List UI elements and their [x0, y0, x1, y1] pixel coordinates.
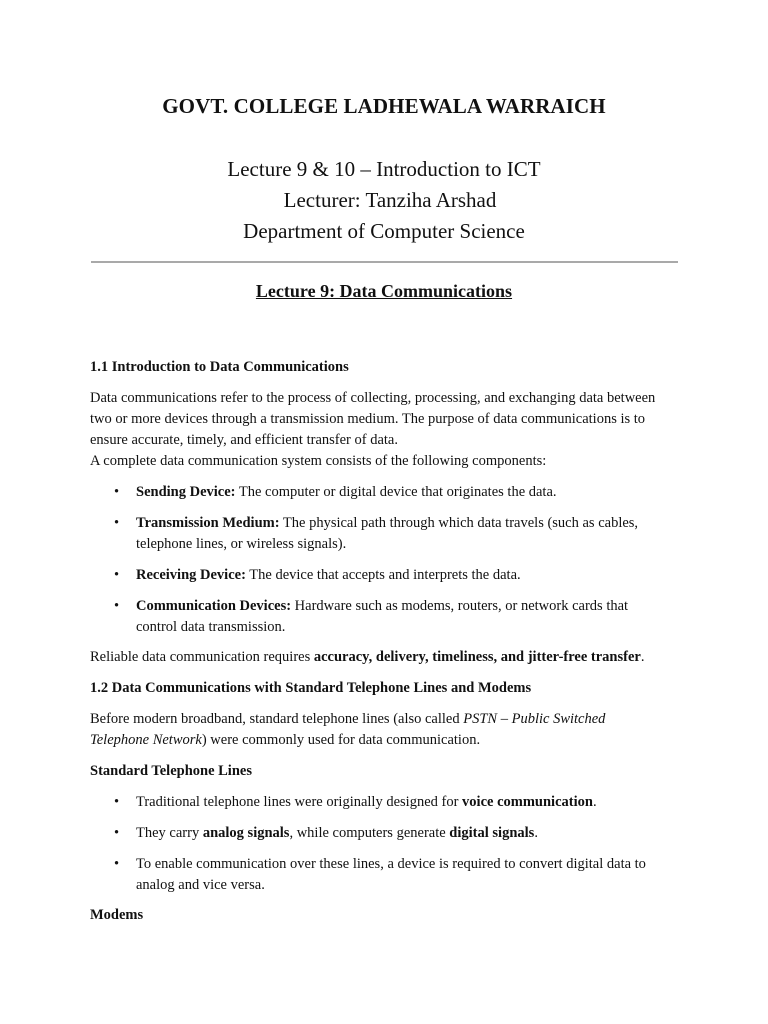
summary-suffix: . [640, 649, 645, 665]
list-item [90, 823, 680, 844]
list-item [90, 596, 680, 638]
list-item [90, 513, 680, 555]
summary-bold: accuracy, delivery, timeliness, and jitter-free transfer [313, 649, 641, 665]
lecture-course-line: Lecture 9 & 10 – Introduction to ICT [227, 157, 541, 181]
bullet-icon: • [114, 856, 120, 872]
bullet-text: The computer or digital device that originates the data. [235, 484, 557, 500]
bullet-bold: voice communication [462, 794, 593, 810]
bullet-bold: analog signals [202, 825, 290, 841]
bullet-text: . [534, 825, 538, 841]
bullet-text-cont: analog and vice versa. [136, 877, 265, 893]
bullet-text: . [592, 794, 597, 810]
paragraph-line: A complete data communication system consists of the following components: [90, 453, 547, 469]
bullet-text-cont: telephone lines, or wireless signals). [136, 536, 347, 552]
modems-heading: Modems [90, 907, 144, 923]
telephone-lines-heading: Standard Telephone Lines [90, 763, 252, 779]
bullet-bold: digital signals [449, 825, 535, 841]
lecturer-line: Lecturer: Tanziha Arshad [283, 188, 497, 212]
bullet-text: , while computers generate [289, 825, 450, 841]
bullet-text: Traditional telephone lines were originally designed for [136, 794, 463, 810]
list-item [90, 482, 680, 503]
list-item [90, 854, 680, 896]
bullet-text: Hardware such as modems, routers, or network cards that [291, 598, 629, 614]
section-1-1-heading: 1.1 Introduction to Data Communications [90, 359, 349, 375]
bullet-term: Transmission Medium: [136, 515, 280, 531]
components-list [90, 482, 680, 648]
bullet-term: Receiving Device: [136, 567, 246, 583]
bullet-term: Communication Devices: [136, 598, 292, 614]
bullet-text: The device that accepts and interprets the data. [245, 567, 521, 583]
intro-italic: PSTN – Public Switched [463, 711, 606, 727]
paragraph-line: ensure accurate, timely, and efficient transfer of data. [90, 432, 398, 448]
college-name: GOVT. COLLEGE LADHEWALA WARRAICH [162, 94, 606, 118]
bullet-text: The physical path through which data travels (such as cables, [279, 515, 639, 531]
list-item [90, 565, 680, 586]
summary-prefix: Reliable data communication requires [90, 649, 314, 665]
department-line: Department of Computer Science [243, 219, 525, 243]
intro-italic: Telephone Network [90, 732, 202, 748]
telephone-lines-list [90, 792, 680, 906]
list-item [90, 792, 680, 813]
section-1-2-heading: 1.2 Data Communications with Standard Telephone Lines and Modems [90, 680, 532, 696]
intro-prefix: Before modern broadband, standard telephone lines (also called [90, 711, 464, 727]
bullet-icon: • [114, 515, 120, 531]
bullet-icon: • [114, 598, 120, 614]
section-1-1-paragraph [90, 388, 680, 472]
bullet-icon: • [114, 794, 120, 810]
bullet-icon: • [114, 567, 120, 583]
bullet-term: Sending Device: [136, 484, 236, 500]
lecture-title: Lecture 9: Data Communications [255, 281, 513, 301]
bullet-text: To enable communication over these lines, a device is required to convert digital data to [136, 856, 646, 872]
bullet-text: They carry [136, 825, 203, 841]
reliability-summary [90, 647, 680, 668]
bullet-text-cont: control data transmission. [136, 619, 286, 635]
bullet-icon: • [114, 484, 120, 500]
paragraph-line: Data communications refer to the process of collecting, processing, and exchanging data between [90, 390, 656, 406]
header-divider [91, 261, 678, 263]
paragraph-line: two or more devices through a transmission medium. The purpose of data communications is to [90, 411, 646, 427]
bullet-icon: • [114, 825, 120, 841]
intro-suffix: ) were commonly used for data communication. [201, 732, 481, 748]
section-1-2-intro [90, 709, 680, 751]
